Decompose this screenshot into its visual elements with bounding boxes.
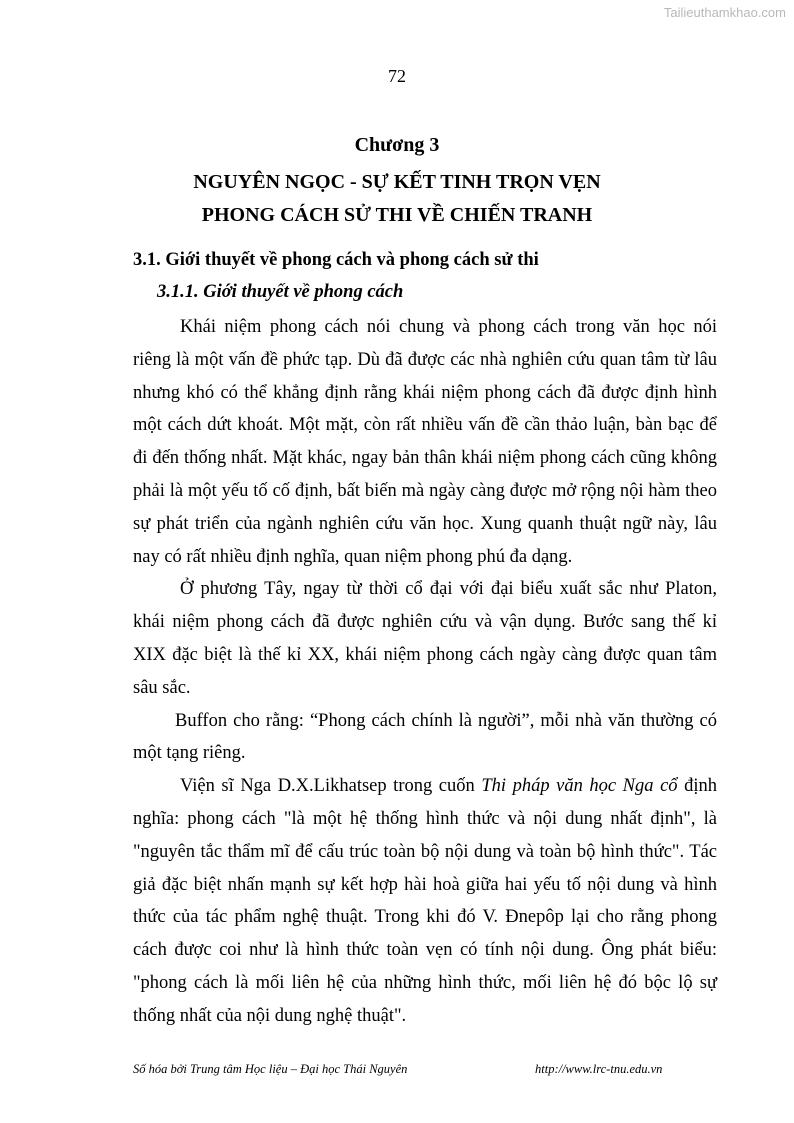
paragraph-line: đi đến thống nhất. Mặt khác, ngay bản thân khái niệm phong cách cũng không (133, 448, 717, 469)
paragraph-line: riêng là một vấn đề phức tạp. Dù đã được các nhà nghiên cứu quan tâm từ lâu (133, 349, 717, 370)
footer-left: Số hóa bởi Trung tâm Học liệu – Đại học Thái Nguyên (133, 1062, 408, 1076)
footer-url[interactable]: http://www.lrc-tnu.edu.vn (535, 1062, 663, 1076)
body-text (133, 311, 717, 1033)
paragraph-line: nay có rất nhiều định nghĩa, quan niệm phong phú đa dạng. (133, 546, 573, 567)
paragraph-line: thống nhất của nội dung nghệ thuật". (133, 1005, 407, 1026)
paragraph-line: "nguyên tắc thẩm mĩ để cấu trúc toàn bộ nội dung và toàn bộ hình thức". Tác (133, 841, 717, 862)
paragraph-line: một tạng riêng. (133, 743, 246, 764)
paragraph-line: khái niệm phong cách đã được nghiên cứu và vận dụng. Bước sang thế kỉ (133, 612, 717, 633)
paragraph-line (133, 770, 717, 803)
chapter-title-line-1: NGUYÊN NGỌC - SỰ KẾT TINH TRỌN VẸN (193, 171, 601, 193)
paragraph-line: "phong cách là mối liên hệ của những hình thức, mối liên hệ đó bộc lộ sự (133, 972, 717, 993)
paragraph-line: sâu sắc. (133, 677, 191, 698)
chapter-title-line-2: PHONG CÁCH SỬ THI VỀ CHIẾN TRANH (201, 204, 593, 226)
paragraph-line: sự phát triển của ngành nghiên cứu văn học. Xung quanh thuật ngữ này, lâu (133, 513, 717, 534)
subsection-heading: 3.1.1. Giới thuyết về phong cách (157, 282, 404, 302)
section-heading: 3.1. Giới thuyết về phong cách và phong cách sử thi (133, 250, 539, 270)
paragraph-line: giả đặc biệt nhấn mạnh sự kết hợp hài hoà giữa hai yếu tố nội dung và hình (133, 874, 717, 895)
paragraph-line: nghĩa: phong cách "là một hệ thống hình thức và nội dung nhất định", là (133, 808, 717, 829)
paragraph-line: Khái niệm phong cách nói chung và phong cách trong văn học nói (180, 317, 717, 337)
text: định (677, 776, 717, 797)
paragraph-line: cách được coi như là hình thức toàn vẹn có tính nội dung. Ông phát biểu: (133, 940, 717, 961)
watermark: Tailieuthamkhao.com (663, 5, 786, 20)
paragraph-line: phải là một yếu tố cố định, bất biến mà ngày càng được mở rộng nội hàm theo (133, 480, 717, 501)
paragraph-line: nhưng khó có thể khẳng định rằng khái niệm phong cách đã được định hình (133, 382, 717, 403)
book-title: Thi pháp văn học Nga cổ (481, 776, 678, 797)
text: Viện sĩ Nga D.X.Likhatsep trong cuốn (180, 776, 482, 797)
paragraph-line: XIX đặc biệt là thế kỉ XX, khái niệm phong cách ngày càng được quan tâm (133, 644, 717, 665)
paragraph-line: thức của tác phẩm nghệ thuật. Trong khi đó V. Đnepôp lại cho rằng phong (133, 907, 717, 928)
paragraph-line: Ở phương Tây, ngay từ thời cổ đại với đại biểu xuất sắc như Platon, (180, 579, 717, 600)
chapter-label: Chương 3 (354, 134, 440, 156)
paragraph-line: một cách dứt khoát. Một mặt, còn rất nhiều vấn đề cần thảo luận, bàn bạc để (133, 415, 717, 436)
page-number: 72 (388, 66, 406, 86)
paragraph-line: Buffon cho rằng: “Phong cách chính là người”, mỗi nhà văn thường có (175, 710, 717, 731)
